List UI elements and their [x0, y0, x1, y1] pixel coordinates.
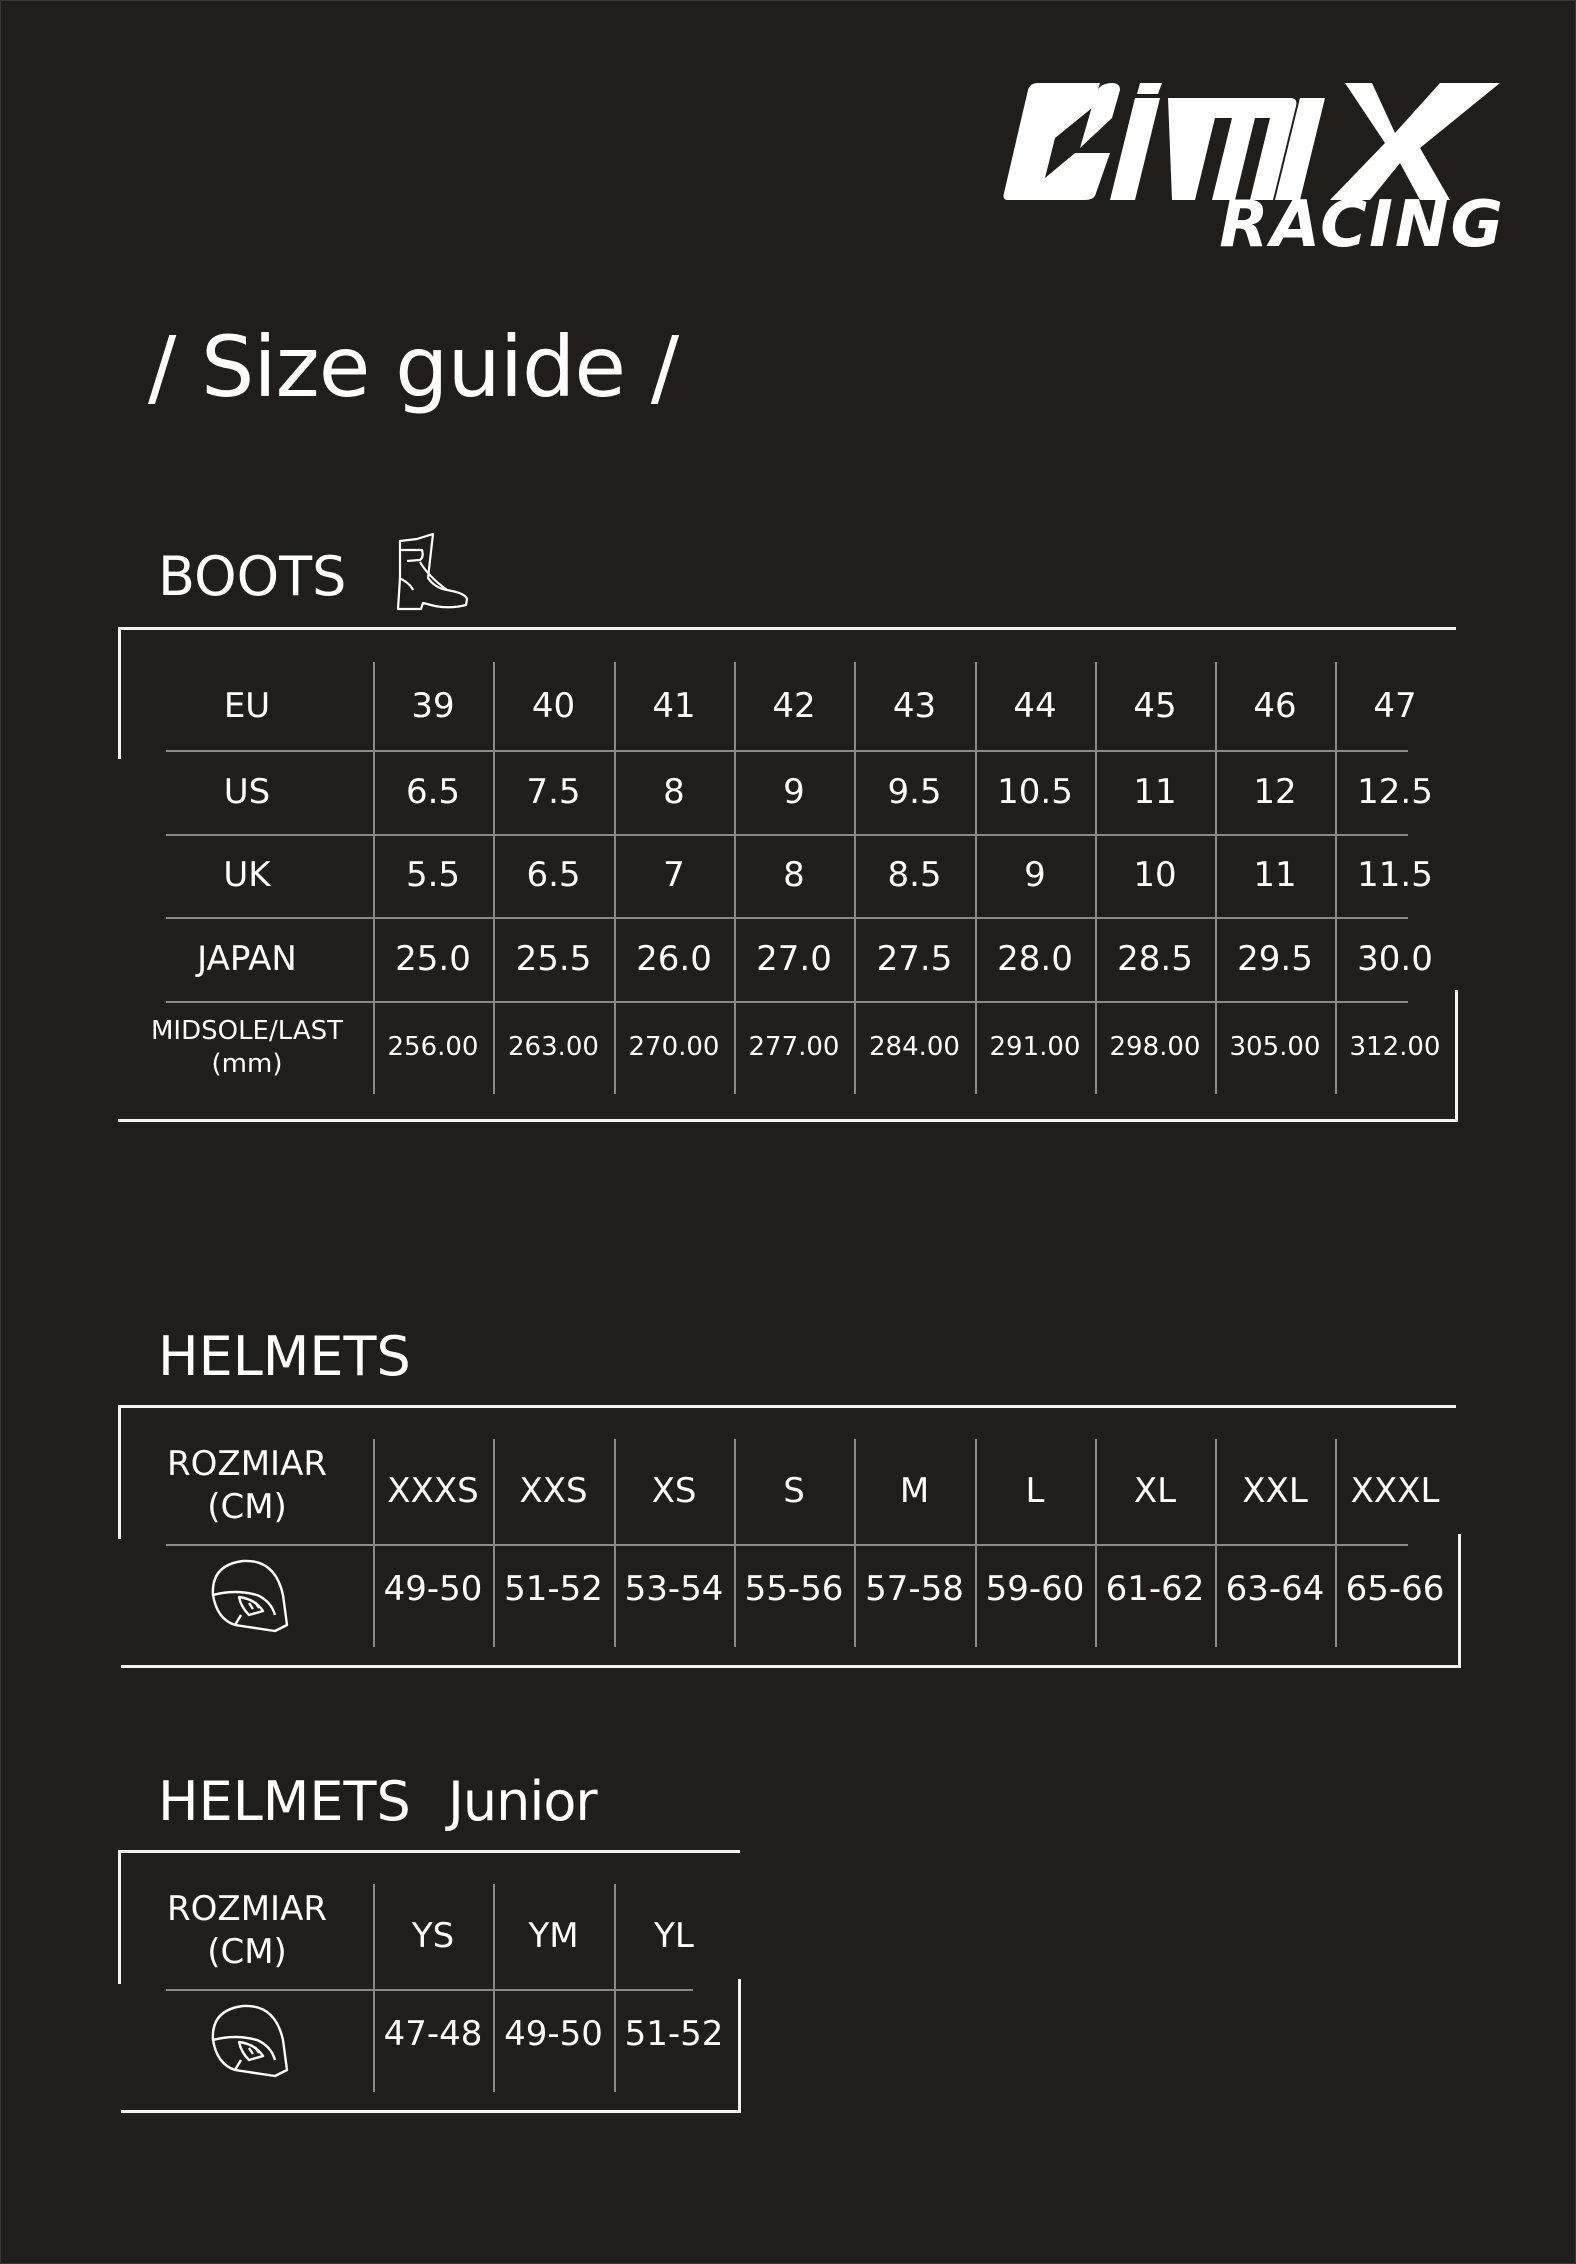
helmet-size: XXS	[519, 1471, 588, 1512]
size-label: ROZMIAR (CM)	[167, 1444, 327, 1527]
helmet-size: M	[899, 1471, 930, 1512]
size-cell: 284.00	[869, 1032, 960, 1063]
size-cell: 41	[652, 685, 696, 726]
helmet-size: YM	[528, 1916, 579, 1957]
helmet-size: XXL	[1242, 1471, 1308, 1512]
helmet-size: XXXS	[387, 1471, 479, 1512]
row-label-eu: EU	[223, 685, 271, 726]
size-cell: 47	[1373, 685, 1417, 726]
helmet-cm-range: 53-54	[624, 1569, 724, 1610]
size-cell: 25.0	[395, 938, 471, 979]
size-cell: 42	[772, 685, 816, 726]
size-cell: 9	[783, 771, 805, 812]
logo-racing-text: RACING	[1219, 188, 1505, 253]
size-cell: 9	[1024, 855, 1046, 896]
size-cell: 8.5	[887, 855, 942, 896]
size-cell: 28.0	[997, 938, 1073, 979]
boot-icon	[395, 533, 470, 611]
size-cell: 25.5	[515, 938, 592, 979]
helmet-cm-range: 57-58	[865, 1569, 964, 1610]
helmet-cm-range: 51-52	[504, 1569, 603, 1610]
size-cell: 44	[1013, 685, 1057, 726]
size-cell: 12.5	[1357, 771, 1433, 812]
helmet-size: XS	[651, 1471, 697, 1512]
size-label: ROZMIAR (CM)	[167, 1889, 327, 1972]
size-cell: 256.00	[387, 1032, 479, 1063]
size-cell: 270.00	[628, 1032, 720, 1063]
helmet-size: YL	[654, 1916, 694, 1957]
size-cell: 30.0	[1357, 938, 1433, 979]
size-cell: 305.00	[1229, 1032, 1321, 1063]
junior-subheading: Junior	[448, 1770, 597, 1833]
size-cell: 28.5	[1117, 938, 1193, 979]
helmet-size: XXXL	[1350, 1471, 1440, 1512]
size-cell: 40	[531, 685, 576, 726]
size-cell: 11	[1133, 771, 1177, 812]
helmet-cm-range: 49-50	[383, 1569, 483, 1610]
size-cell: 7.5	[526, 771, 581, 812]
size-cell: 11	[1253, 855, 1297, 896]
size-cell: 43	[892, 685, 937, 726]
helmet-cm-range: 55-56	[744, 1569, 844, 1610]
size-cell: 29.5	[1237, 938, 1313, 979]
size-cell: 10	[1133, 855, 1177, 896]
row-label-midsole-last: MIDSOLE/LAST (mm)	[150, 1016, 344, 1079]
size-cell: 298.00	[1109, 1032, 1201, 1063]
size-cell: 6.5	[526, 855, 581, 896]
helmet-cm-range: 51-52	[624, 2014, 724, 2055]
size-cell: 312.00	[1349, 1032, 1441, 1063]
size-cell: 9.5	[887, 771, 942, 812]
size-cell: 263.00	[508, 1032, 599, 1063]
helmet-size: S	[783, 1471, 805, 1512]
page-title: / Size guide /	[148, 318, 679, 416]
helmet-size: YS	[411, 1916, 455, 1957]
helmet-cm-range: 47-48	[383, 2014, 483, 2055]
helmets-junior-heading: HELMETS	[158, 1770, 411, 1833]
size-cell: 27.0	[756, 938, 832, 979]
helmet-cm-range: 49-50	[504, 2014, 603, 2055]
helmet-cm-range: 61-62	[1105, 1569, 1205, 1610]
size-cell: 39	[411, 685, 455, 726]
helmet-size: XL	[1133, 1471, 1177, 1512]
helmets-heading: HELMETS	[158, 1325, 411, 1388]
size-cell: 11.5	[1357, 855, 1433, 896]
boots-heading: BOOTS	[158, 545, 347, 608]
size-cell: 6.5	[405, 771, 461, 812]
size-cell: 291.00	[989, 1032, 1081, 1063]
size-cell: 8	[783, 855, 805, 896]
size-cell: 27.5	[876, 938, 953, 979]
helmet-cm-range: 65-66	[1345, 1569, 1445, 1610]
row-label-us: US	[223, 771, 271, 812]
imx-racing-logo	[1000, 78, 1510, 253]
size-cell: 45	[1133, 685, 1177, 726]
size-cell: 46	[1253, 685, 1297, 726]
helmet-cm-range: 63-64	[1225, 1569, 1325, 1610]
row-label-japan: JAPAN	[197, 938, 297, 979]
helmet-icon	[130, 1544, 364, 1647]
size-cell: 7	[663, 855, 685, 896]
size-cell: 277.00	[748, 1032, 840, 1063]
size-cell: 8	[663, 771, 685, 812]
row-label-uk: UK	[223, 855, 271, 896]
size-cell: 10.5	[997, 771, 1073, 812]
size-cell: 5.5	[405, 855, 461, 896]
helmet-icon	[130, 1989, 364, 2092]
helmet-size: L	[1025, 1471, 1045, 1512]
size-cell: 26.0	[636, 938, 712, 979]
helmet-cm-range: 59-60	[985, 1569, 1085, 1610]
size-cell: 12	[1253, 771, 1297, 812]
